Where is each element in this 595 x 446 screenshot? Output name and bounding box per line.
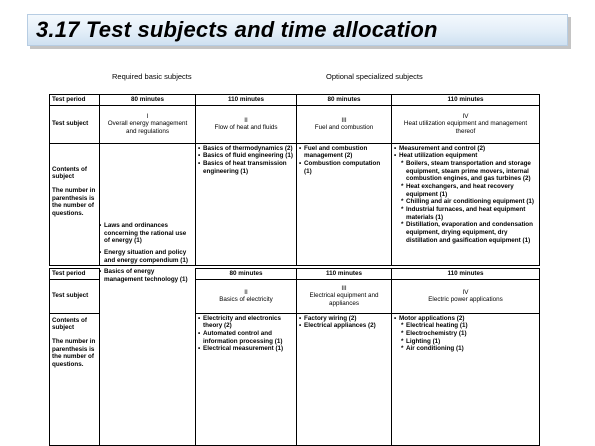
time-col1: 80 minutes [100,95,196,106]
list-subitem: * Electrochemistry (1) [394,330,537,338]
list-subitem: * Boilers, steam transportation and storage equipment, steam prime movers, internal combustion engines, and gas turbines (2) [394,160,537,183]
list-item: • Electrical appliances (2) [299,322,389,330]
list-item: • Basics of heat transmission engineering (1) [198,160,294,175]
test-period-label: Test period [50,95,100,106]
col2-contents [196,143,297,265]
subject-3: III Electrical equipment and appliances [297,279,392,313]
subject-4: IV Heat utilization equipment and management thereof [392,105,540,143]
list-item: • Basics of thermodynamics (2) [198,145,294,153]
col2-contents [196,313,297,445]
test-subject-label: Test subject [50,279,100,313]
list-item: • Measurement and control (2) [394,145,537,153]
page-title: 3.17 Test subjects and time allocation [36,17,438,42]
list-item: • Energy situation and policy and energy compendium (1) [99,249,192,264]
time-col3: 80 minutes [297,95,392,106]
test-subject-label: Test subject [50,105,100,143]
electric-power-table [49,268,540,446]
list-item: • Basics of energy management technology (1) [99,268,192,283]
list-subitem: * Industrial furnaces, and heat equipment materials (1) [394,206,537,221]
title-bar [27,14,568,46]
time-col4: 110 minutes [392,269,540,280]
list-subitem: * Chilling and air conditioning equipment (1) [394,198,537,206]
list-item: • Factory wiring (2) [299,315,389,323]
subject-2: II Basics of electricity [196,279,297,313]
list-item: • Fuel and combustion management (2) [299,145,389,160]
col1-shared-contents [99,222,192,288]
list-item: • Motor applications (2) [394,315,537,323]
list-subitem: * Distillation, evaporation and condensation equipment, drying equipment, dry distillation and gasification equipment (1) [394,221,537,244]
subject-4: IV Electric power applications [392,279,540,313]
col3-contents [297,143,392,265]
subject-2: II Flow of heat and fluids [196,105,297,143]
col4-contents [392,143,540,265]
optional-subjects-heading: Optional specialized subjects [326,72,423,81]
subject-1: I Overall energy management and regulations [100,105,196,143]
contents-cell: Contents of subject The number in parenthesis is the number of questions. [50,313,100,445]
time-col3: 110 minutes [297,269,392,280]
col3-contents [297,313,392,445]
col4-contents [392,313,540,445]
list-item: • Automated control and information processing (1) [198,330,294,345]
list-subitem: * Air conditioning (1) [394,345,537,353]
list-subitem: * Lighting (1) [394,338,537,346]
time-col2: 80 minutes [196,269,297,280]
list-subitem: * Electrical heating (1) [394,322,537,330]
col1-contents [100,313,196,445]
subject-3: III Fuel and combustion [297,105,392,143]
test-period-label: Test period [50,269,100,280]
contents-cell: Contents of subject The number in parenthesis is the number of questions. [50,143,100,265]
required-subjects-heading: Required basic subjects [112,72,192,81]
list-item: • Basics of fluid engineering (1) [198,152,294,160]
list-item: • Laws and ordinances concerning the rational use of energy (1) [99,222,192,245]
list-item: • Electrical measurement (1) [198,345,294,353]
list-item: • Electricity and electronics theory (2) [198,315,294,330]
list-subitem: * Heat exchangers, and heat recovery equipment (1) [394,183,537,198]
time-col4: 110 minutes [392,95,540,106]
time-col2: 110 minutes [196,95,297,106]
list-item: • Combustion computation (1) [299,160,389,175]
list-item: • Heat utilization equipment [394,152,537,160]
